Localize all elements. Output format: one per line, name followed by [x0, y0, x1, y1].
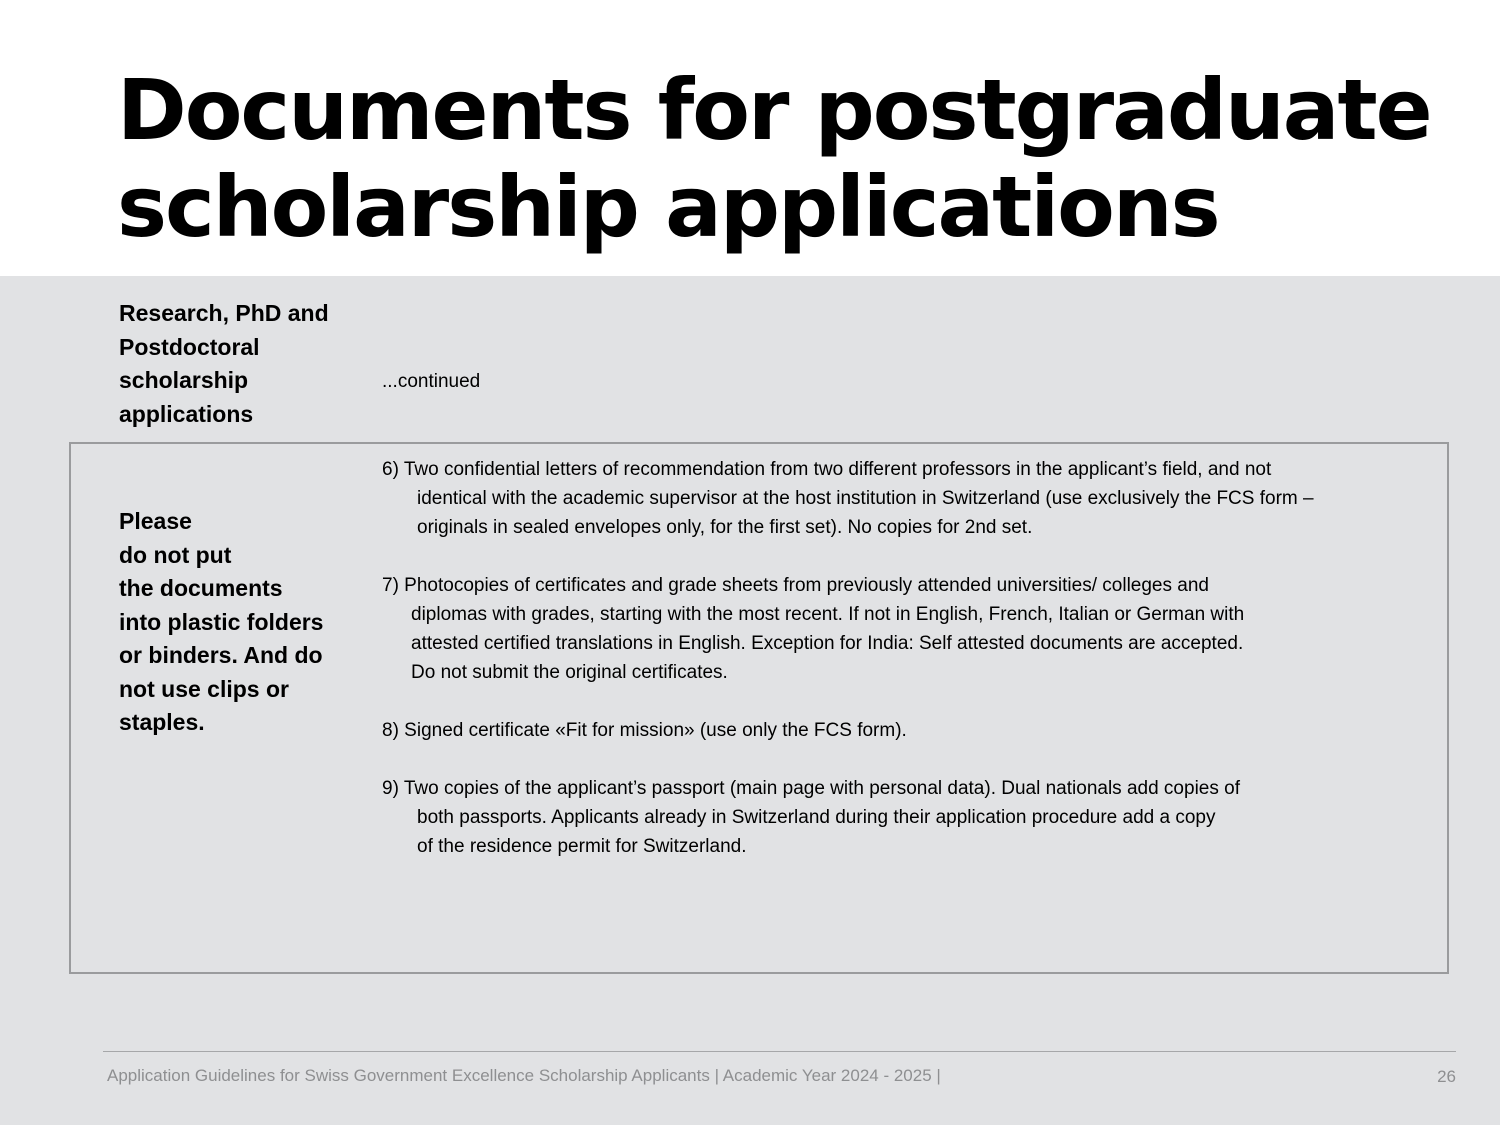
list-item-line: of the residence permit for Switzerland.	[417, 836, 747, 857]
section-heading-line: scholarship	[119, 367, 249, 393]
list-item	[382, 716, 1442, 745]
packaging-note-line: not use clips or	[119, 675, 289, 702]
footer-text: Application Guidelines for Swiss Government Excellence Scholarship Applicants | Academic Year 2024 - 2025 |	[107, 1066, 941, 1085]
list-item-line: both passports. Applicants already in Switzerland during their application procedure add a copy	[417, 807, 1216, 828]
section-heading-line: Postdoctoral	[119, 333, 260, 360]
list-item	[382, 455, 1442, 542]
list-item-line: originals in sealed envelopes only, for the first set). No copies for 2nd set.	[417, 517, 1033, 538]
section-heading-line: applications	[119, 400, 254, 427]
list-item	[382, 774, 1442, 861]
list-item-line: diplomas with grades, starting with the most recent. If not in English, French, Italian or German with	[411, 604, 1245, 625]
title-line-2: scholarship applications	[117, 158, 1219, 256]
packaging-note-line: the documents	[119, 575, 283, 601]
title-line-1: Documents for postgraduate	[117, 61, 1431, 159]
list-item-line: attested certified translations in English. Exception for India: Self attested documents are accepted.	[411, 633, 1244, 654]
list-item-line: 8) Signed certificate «Fit for mission» (use only the FCS form).	[382, 720, 907, 741]
packaging-note-line: do not put	[119, 541, 232, 568]
packaging-note-line: into plastic folders	[119, 608, 324, 635]
list-item-line: 9) Two copies of the applicant’s passport (main page with personal data). Dual nationals add copies of	[382, 778, 1240, 799]
packaging-note-line: or binders. And do	[119, 642, 323, 668]
list-item-line: identical with the academic supervisor at the host institution in Switzerland (use exclusively the FCS form –	[417, 488, 1314, 509]
packaging-note-line: staples.	[119, 709, 205, 735]
section-heading	[119, 297, 369, 431]
section-heading-line: Research, PhD and	[119, 300, 329, 326]
page-title	[117, 62, 1457, 256]
continued-label: ...continued	[382, 371, 481, 392]
list-item-line: 7) Photocopies of certificates and grade sheets from previously attended universities/ colleges and	[382, 575, 1209, 596]
footer-divider	[103, 1051, 1456, 1052]
list-item	[382, 571, 1442, 687]
packaging-note-line: Please	[119, 508, 192, 534]
packaging-note	[119, 505, 359, 740]
document-list	[382, 455, 1442, 890]
list-item-line: Do not submit the original certificates.	[411, 662, 728, 683]
page-number: 26	[1437, 1067, 1456, 1086]
list-item-line: 6) Two confidential letters of recommendation from two different professors in the applicant’s field, and not	[382, 459, 1272, 480]
